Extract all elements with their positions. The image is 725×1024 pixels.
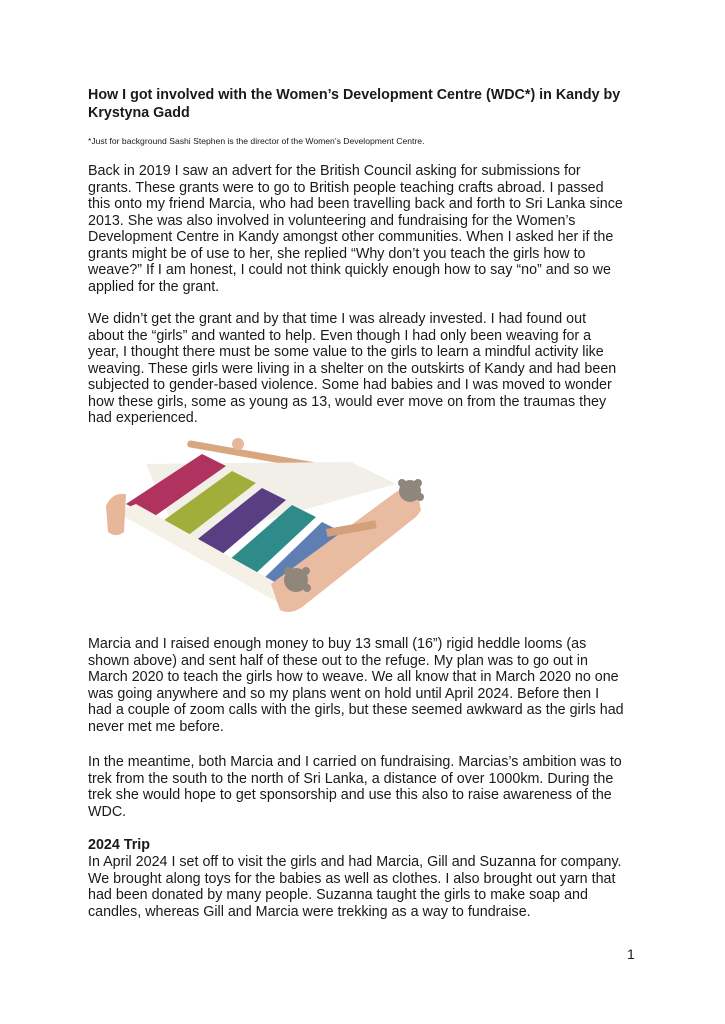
text-line: March 2020 to teach the girls how to weave. We all know that in March 2020 no one <box>88 669 619 685</box>
text-line: never met me before. <box>88 718 224 735</box>
page-number: 1 <box>627 946 635 962</box>
tension-knob-icon <box>284 567 311 592</box>
text-line: 2013. She was also involved in volunteering and fundraising for the Women’s <box>88 212 576 229</box>
document-title <box>88 87 648 122</box>
text-line: had a couple of zoom calls with the girls, but these seemed awkward as the girls had <box>88 702 624 718</box>
text-line: weaving. These girls were living in a shelter on the outskirts of Kandy and had been <box>88 360 617 377</box>
text-line: weave?” If I am honest, I could not think quickly enough how to say “no” and so we <box>88 262 611 278</box>
text-line: In April 2024 I set off to visit the girls and had Marcia, Gill and Suzanna for company. <box>88 854 622 870</box>
loom-left-end <box>106 494 126 535</box>
footnote: *Just for background Sashi Stephen is the director of the Women’s Development Centre. <box>88 136 425 146</box>
title-line: How I got involved with the Women’s Development Centre (WDC*) in Kandy by <box>88 87 621 103</box>
text-line: We brought along toys for the babies as well as clothes. I also brought out yarn that <box>88 870 616 887</box>
text-line: In the meantime, both Marcia and I carried on fundraising. Marcias’s ambition was to <box>88 754 622 770</box>
paragraph-grant <box>88 311 648 427</box>
text-line: this onto my friend Marcia, who had been travelling back and forth to Sri Lanka since <box>88 196 623 212</box>
paragraph-looms <box>88 636 648 735</box>
text-line: had experienced. <box>88 410 198 426</box>
text-line: was going anywhere and so my plans went on hold until April 2024. Before then I <box>88 685 600 702</box>
text-line: Back in 2019 I saw an advert for the British Council asking for submissions for <box>88 163 581 179</box>
text-line: applied for the grant. <box>88 278 220 295</box>
loom-back-peg <box>232 438 244 450</box>
text-line: WDC. <box>88 803 127 820</box>
paragraph-fundraising <box>88 754 648 820</box>
text-line: Marcia and I raised enough money to buy 13 small (16”) rigid heddle looms (as <box>88 636 587 652</box>
title-line: Krystyna Gadd <box>88 104 190 121</box>
paragraph-intro <box>88 163 648 295</box>
text-line: candles, whereas Gill and Marcia were trekking as a way to fundraise. <box>88 903 531 920</box>
text-line: about the “girls” and wanted to help. Even though I had only been weaving for a <box>88 327 592 344</box>
paragraph-trip <box>88 854 648 920</box>
text-line: how these girls, some as young as 13, would ever move on from the traumas they <box>88 393 607 410</box>
text-line: had been donated by many people. Suzanna taught the girls to make soap and <box>88 887 588 903</box>
text-line: trek she would hope to get sponsorship and use this also to raise awareness of the <box>88 787 612 803</box>
section-heading: 2024 Trip <box>88 837 150 853</box>
text-line: subjected to gender-based violence. Some had babies and I was moved to wonder <box>88 377 612 393</box>
text-line: trek from the south to the north of Sri Lanka, a distance of over 1000km. During the <box>88 770 614 787</box>
text-line: shown above) and sent half of these out to the refuge. My plan was to go out in <box>88 652 588 669</box>
text-line: We didn’t get the grant and by that time I was already invested. I had found out <box>88 311 587 327</box>
text-line: grants might be of use to her, she replied “Why don’t you teach the girls how to <box>88 245 586 262</box>
text-line: year, I thought there must be some value to the girls to learn a mindful activity like <box>88 344 604 360</box>
text-line: Development Centre in Kandy amongst other communities. When I asked her if the <box>88 229 614 245</box>
loom-image <box>96 434 441 619</box>
text-line: grants. These grants were to go to British people teaching crafts abroad. I passed <box>88 179 604 196</box>
